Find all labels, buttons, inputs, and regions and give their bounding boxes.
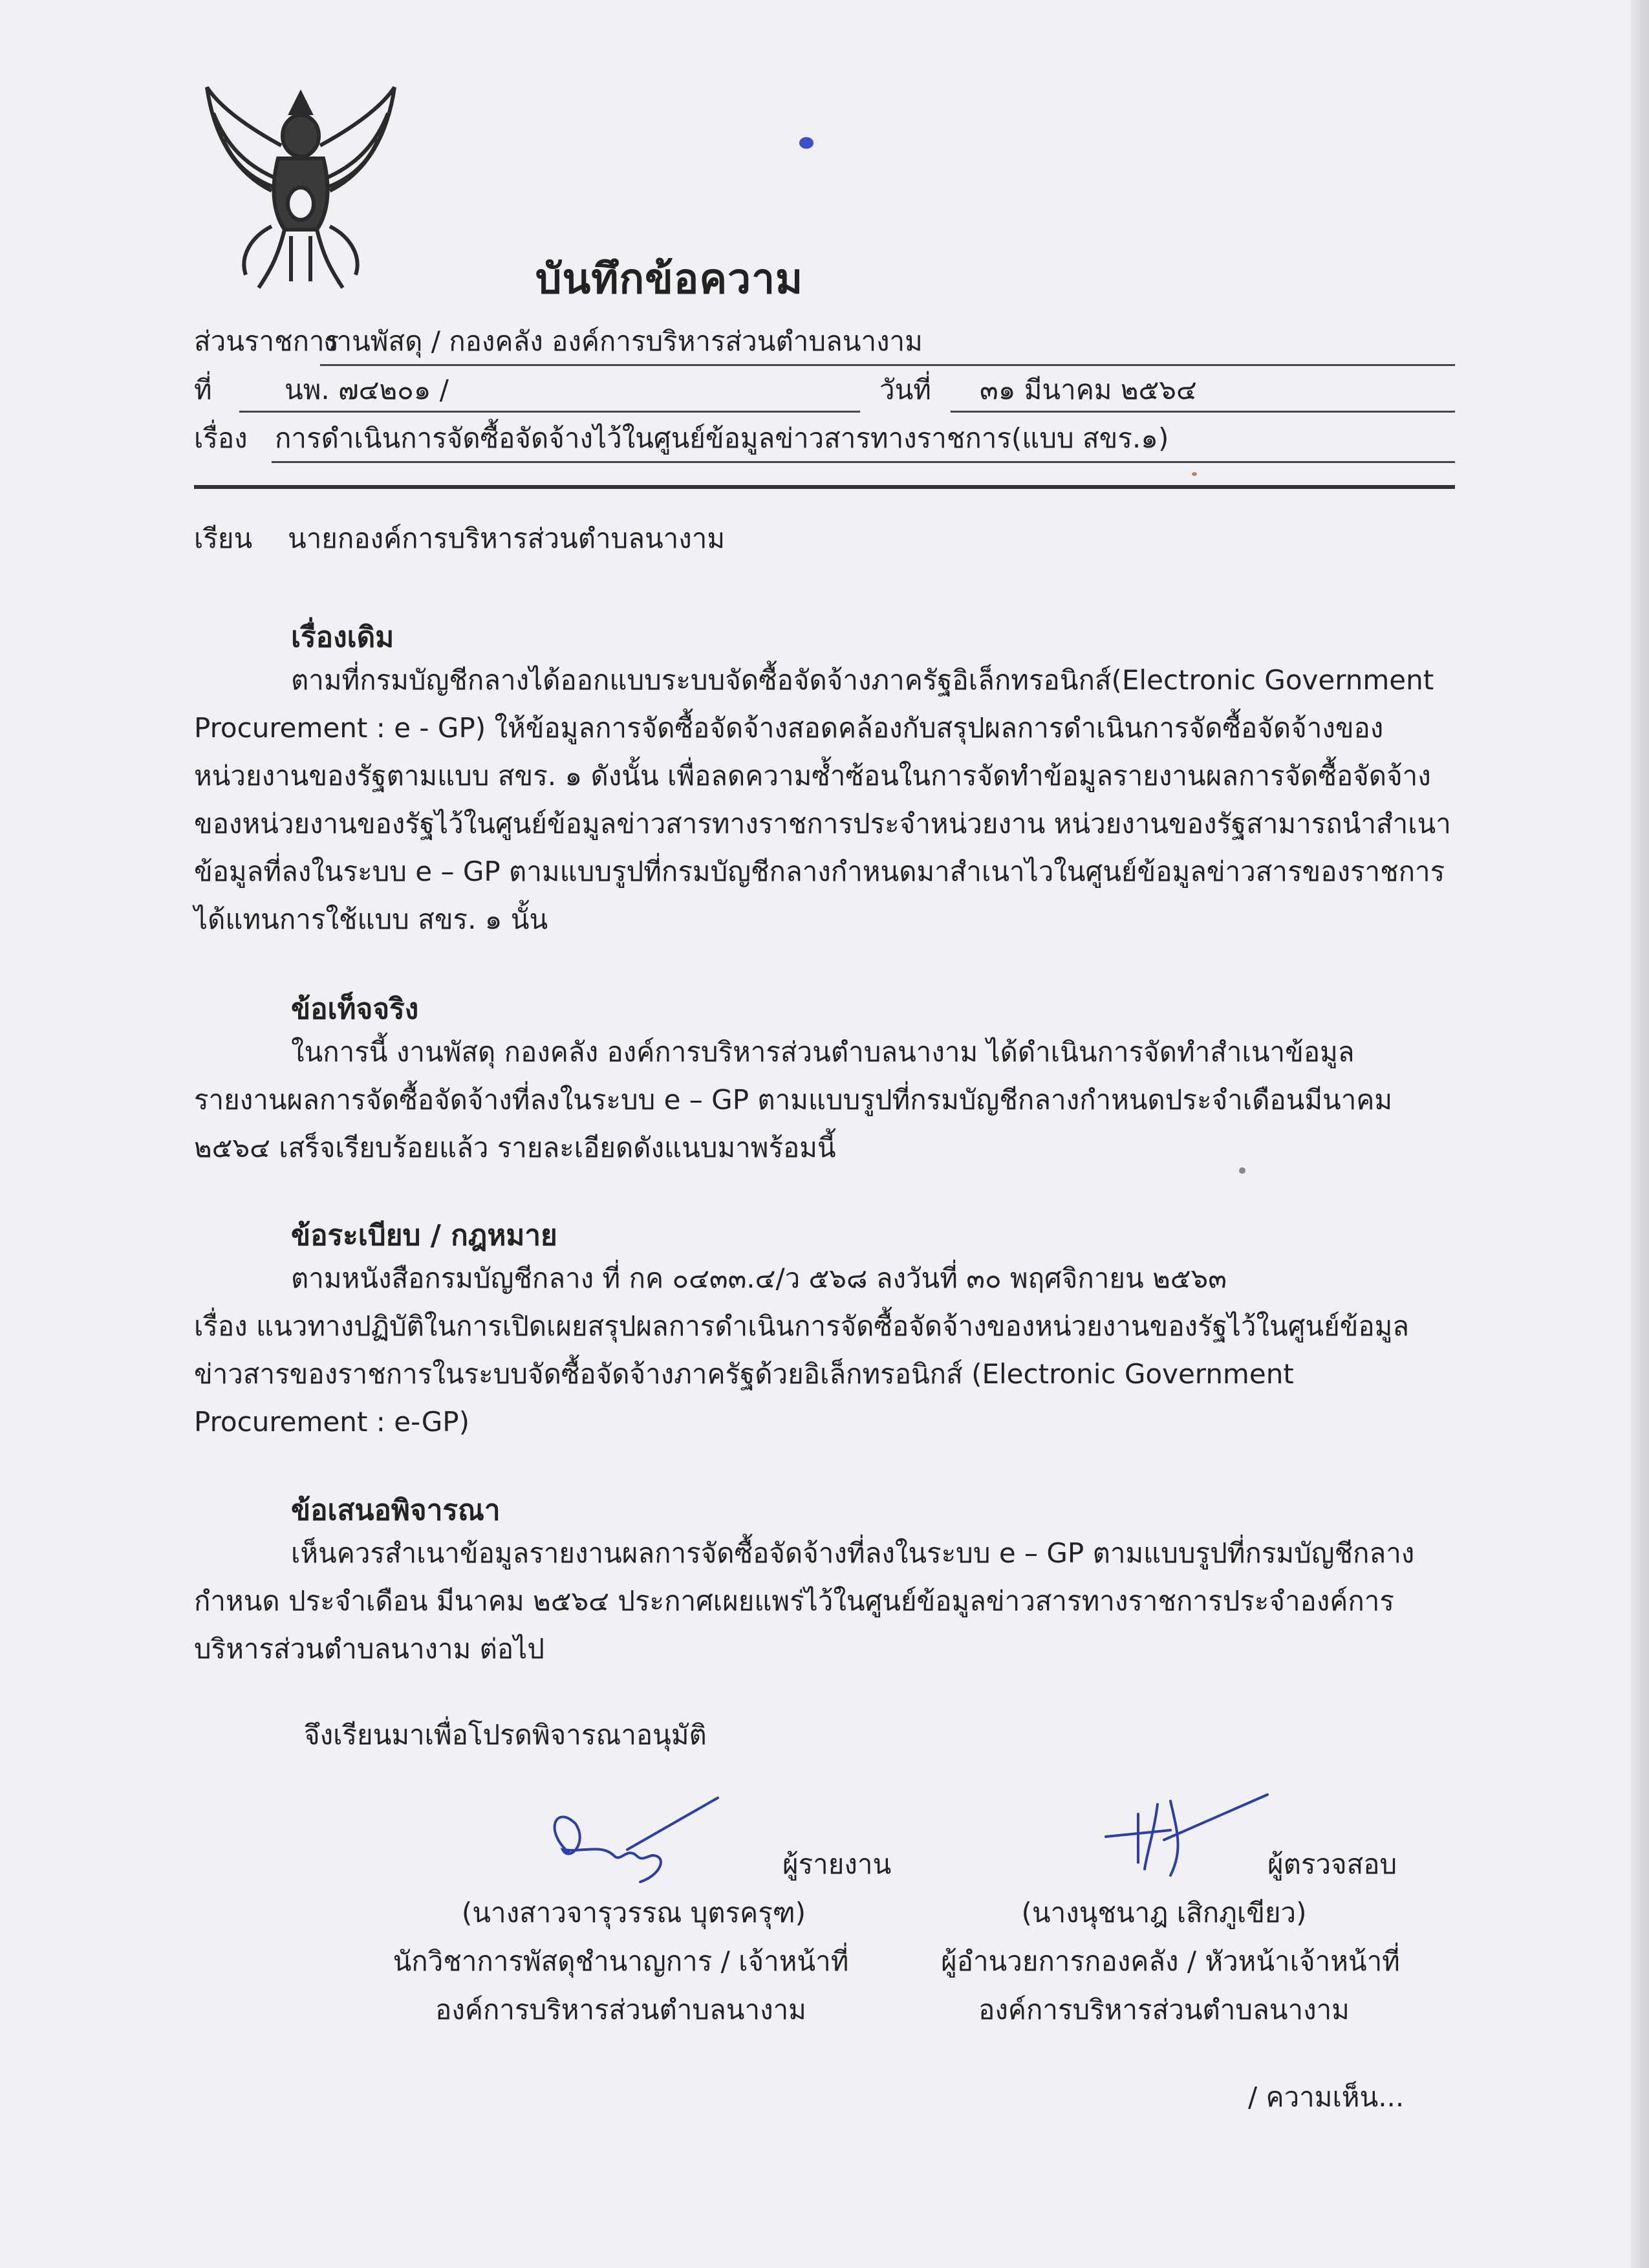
dept-label: ส่วนราชการ bbox=[194, 325, 339, 357]
salutation-label: เรียน bbox=[194, 523, 253, 554]
date-underline bbox=[951, 411, 1455, 413]
reporter-org: องค์การบริหารส่วนตำบลนางาม bbox=[435, 1994, 806, 2025]
ink-speck bbox=[799, 137, 814, 149]
subject-label: เรื่อง bbox=[194, 422, 248, 454]
reviewer-signature bbox=[1093, 1791, 1274, 1882]
reporter-position: นักวิชาการพัสดุชำนาญการ / เจ้าหน้าที่ bbox=[393, 1945, 849, 1977]
body-line: ตามที่กรมบัญชีกลางได้ออกแบบระบบจัดซื้อจัดจ้างภาครัฐอิเล็กทรอนิกส์(Electronic Government bbox=[291, 664, 1434, 696]
memo-title: บันทึกข้อความ bbox=[535, 255, 804, 303]
ref-value: นพ. ๗๔๒๐๑ / bbox=[285, 374, 449, 405]
reviewer-name: (นางนุชนาฎ เสิกภูเขียว) bbox=[1021, 1897, 1307, 1928]
section-body-proposal bbox=[194, 1529, 1415, 1673]
reviewer-role: ผู้ตรวจสอบ bbox=[1267, 1848, 1397, 1880]
body-line: หน่วยงานของรัฐตามแบบ สขร. ๑ ดังนั้น เพื่อลดความซ้ำซ้อนในการจัดทำข้อมูลรายงานผลการจัดซื้อจัดจ้าง bbox=[194, 760, 1431, 792]
ink-speck bbox=[1192, 472, 1197, 476]
subject-underline bbox=[272, 461, 1455, 463]
ink-speck bbox=[1239, 1167, 1245, 1174]
ref-underline bbox=[239, 411, 860, 413]
reporter-signature bbox=[530, 1791, 724, 1888]
body-line: ข้อมูลที่ลงในระบบ e – GP ตามแบบรูปที่กรมบัญชีกลางกำหนดมาสำเนาไวในศูนย์ข้อมูลข่าวสารของราชการ bbox=[194, 856, 1445, 887]
date-label: วันที่ bbox=[879, 374, 931, 405]
date-value: ๓๑ มีนาคม ๒๕๖๔ bbox=[980, 374, 1197, 405]
section-heading-proposal: ข้อเสนอพิจารณา bbox=[291, 1494, 501, 1527]
body-line: กำหนด ประจำเดือน มีนาคม ๒๕๖๔ ประกาศเผยแพร่ไว้ในศูนย์ข้อมูลข่าวสารทางราชการประจำองค์การ bbox=[194, 1585, 1394, 1617]
closing-line: จึงเรียนมาเพื่อโปรดพิจารณาอนุมัติ bbox=[304, 1719, 707, 1751]
body-line: ได้แทนการใช้แบบ สขร. ๑ นั้น bbox=[194, 903, 548, 935]
body-line: ในการนี้ งานพัสดุ กองคลัง องค์การบริหารส่วนตำบลนางาม ได้ดำเนินการจัดทำสำเนาข้อมูล bbox=[291, 1036, 1355, 1068]
reporter-name: (นางสาวจารุวรรณ บุตรครุฑ) bbox=[461, 1897, 806, 1928]
header-separator bbox=[194, 485, 1455, 489]
reviewer-position: ผู้อำนวยการกองคลัง / หัวหน้าเจ้าหน้าที่ bbox=[941, 1945, 1400, 1977]
section-body-background bbox=[194, 656, 1451, 944]
body-line: ๒๕๖๔ เสร็จเรียบร้อยแล้ว รายละเอียดดังแนบมาพร้อมนี้ bbox=[194, 1132, 836, 1163]
body-line: ของหน่วยงานของรัฐไว้ในศูนย์ข้อมูลข่าวสารทางราชการประจำหน่วยงาน หน่วยงานของรัฐสามารถนำสำเนา bbox=[194, 808, 1451, 839]
page-edge-shadow bbox=[1631, 0, 1649, 2268]
subject-value: การดำเนินการจัดซื้อจัดจ้างไว้ในศูนย์ข้อมูลข่าวสารทางราชการ(แบบ สขร.๑) bbox=[275, 422, 1169, 454]
body-line: บริหารส่วนตำบลนางาม ต่อไป bbox=[194, 1633, 544, 1665]
body-line: Procurement : e - GP) ให้ข้อมูลการจัดซื้อจัดจ้างสอดคล้องกับสรุปผลการดำเนินการจัดซื้อจัดจ้างของ bbox=[194, 712, 1384, 744]
body-line: ข่าวสารของราชการในระบบจัดซื้อจัดจ้างภาครัฐด้วยอิเล็กทรอนิกส์ (Electronic Government bbox=[194, 1358, 1294, 1390]
body-line: Procurement : e-GP) bbox=[194, 1406, 470, 1438]
continuation-text: / ความเห็น... bbox=[1248, 2081, 1405, 2113]
section-heading-facts: ข้อเท็จจริง bbox=[291, 993, 419, 1026]
ref-label: ที่ bbox=[194, 374, 212, 405]
body-line: รายงานผลการจัดซื้อจัดจ้างที่ลงในระบบ e – GP ตามแบบรูปที่กรมบัญชีกลางกำหนดประจำเดือนมีนาคม bbox=[194, 1084, 1393, 1116]
section-heading-background: เรื่องเดิม bbox=[291, 621, 394, 654]
body-line: เรื่อง แนวทางปฏิบัติในการเปิดเผยสรุปผลการดำเนินการจัดซื้อจัดจ้างของหน่วยงานของรัฐไว้ในศูนย์ข้อมูล bbox=[194, 1310, 1410, 1342]
body-line: เห็นควรสำเนาข้อมูลรายงานผลการจัดซื้อจัดจ้างที่ลงในระบบ e – GP ตามแบบรูปที่กรมบัญชีกลาง bbox=[291, 1537, 1415, 1569]
section-body-facts bbox=[194, 1028, 1410, 1172]
dept-value: งานพัสดุ / กองคลัง องค์การบริหารส่วนตำบลนางาม bbox=[323, 325, 923, 357]
body-line: ตามหนังสือกรมบัญชีกลาง ที่ กค ๐๔๓๓.๔/ว ๕๖๘ ลงวันที่ ๓๐ พฤศจิกายน ๒๕๖๓ bbox=[291, 1262, 1227, 1294]
reporter-role: ผู้รายงาน bbox=[782, 1848, 892, 1880]
section-body-regulations bbox=[194, 1255, 1410, 1446]
dept-underline bbox=[320, 364, 1455, 366]
reviewer-org: องค์การบริหารส่วนตำบลนางาม bbox=[978, 1994, 1350, 2025]
salutation-value: นายกองค์การบริหารส่วนตำบลนางาม bbox=[288, 523, 726, 554]
section-heading-regulations: ข้อระเบียบ / กฎหมาย bbox=[291, 1219, 557, 1252]
